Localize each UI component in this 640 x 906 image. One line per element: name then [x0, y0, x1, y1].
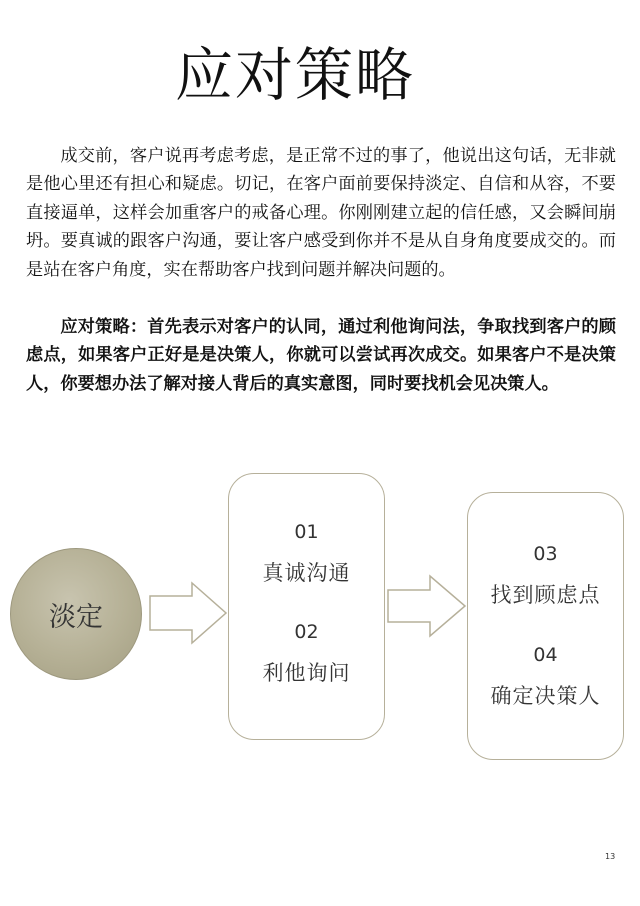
- page-number: 13: [605, 852, 616, 861]
- step-label: 利他询问: [262, 661, 351, 685]
- arrow-right-icon: [150, 583, 226, 643]
- intro-paragraph: 成交前，客户说再考虑考虑，是正常不过的事了，他说出这句话，无非就是他心里还有担心和疑虑。切记，在客户面前要保持淡定、自信和从容，不要直接逼单，这样会加重客户的戒备心理。你刚刚建立起的信任感，又会瞬间崩坍。要真诚的跟客户沟通，要让客户感受到你并不是从自身角度要成交的。而是站在客户角度，实在帮助客户找到问题并解决问题的。: [26, 146, 616, 280]
- step-number: 02: [294, 621, 319, 643]
- step-label: 确定决策人: [490, 684, 601, 708]
- step-label: 真诚沟通: [262, 561, 351, 585]
- step-box-2: [467, 492, 624, 760]
- step-number: 03: [533, 543, 558, 565]
- step-number: 01: [294, 521, 319, 543]
- step-number: 04: [533, 644, 558, 666]
- strategy-paragraph: 应对策略：首先表示对客户的认同，通过利他询问法，争取找到客户的顾虑点，如果客户正好是是决策人，你就可以尝试再次成交。如果客户不是决策人，你要想办法了解对接人背后的真实意图，同时要找机会见决策人。: [26, 317, 616, 394]
- calm-circle: [10, 548, 142, 680]
- step-label: 找到顾虑点: [490, 583, 601, 607]
- calm-label: 淡定: [49, 601, 103, 633]
- step-box-1: [228, 473, 385, 740]
- page-title: 应对策略: [174, 41, 415, 109]
- arrow-right-icon: [388, 576, 465, 636]
